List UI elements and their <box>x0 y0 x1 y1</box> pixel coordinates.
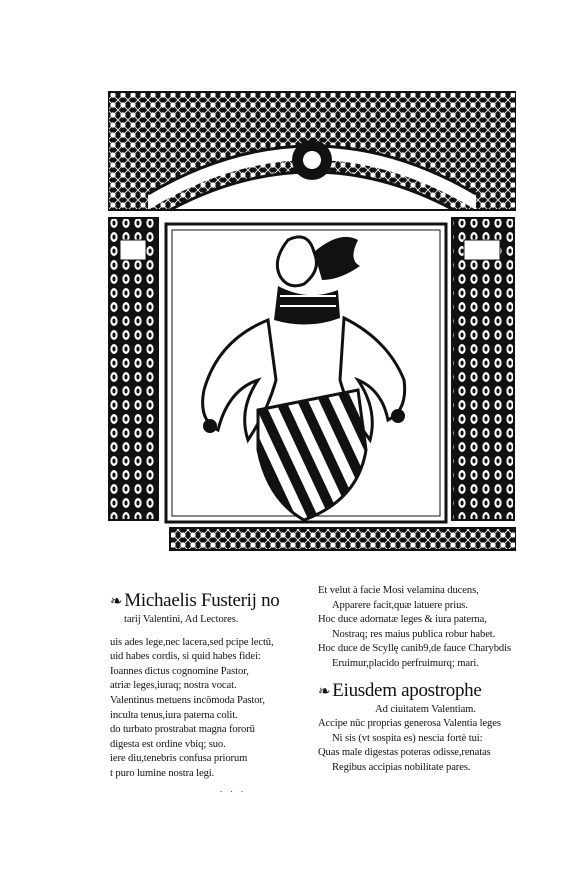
fleuron-icon: ❧ <box>318 683 331 700</box>
footer-dots: . . . <box>220 783 247 794</box>
verse-line: Ni sis (vt sospita es) nescia fortè tui: <box>332 732 483 744</box>
verse-line: uid habes cordis, si quid habes fidei: <box>110 651 261 663</box>
heraldic-woodcut-icon <box>108 90 516 552</box>
right-column <box>318 584 533 776</box>
left-heading: ❧ Michaelis Fusterij no <box>110 590 280 611</box>
left-subheading: tarij Valentini, Ad Lectores. <box>124 614 239 625</box>
verse-line: do turbato prostrabat magna fororū <box>110 724 255 736</box>
right-subheading: Ad ciuitatem Valentiam. <box>375 703 476 715</box>
verse-line: Accipe nūc proprias generosa Valentia leges <box>318 718 501 730</box>
verse-line: Apparere facit,quæ latuere prius. <box>332 599 468 611</box>
verse-line: Valentinus metuens incōmoda Pastor, <box>110 694 265 706</box>
verse-line: Hoc duce de Scyllę canib9,de fauce Charybdis <box>318 643 511 655</box>
verse-line: Nostraq; res maius publica robur habet. <box>332 628 496 640</box>
verse-line: inculta tenus,iura paterna colit. <box>110 709 238 721</box>
verse-line: Regibus accipias nobilitate pares. <box>332 761 471 773</box>
verse-line: iere diu,tenebris confusa priorum <box>110 753 248 765</box>
right-heading: ❧ Eiusdem apostrophe <box>318 679 482 701</box>
verse-line: Quas male digestas poteras odisse,renatas <box>318 747 491 759</box>
verse-line: digesta est ordine vbiq; suo. <box>110 738 226 750</box>
fleuron-icon: ❧ <box>110 594 123 610</box>
verse-line: t puro lumine nostra legi. <box>110 767 215 779</box>
verse-line: uis ades lege,nec lacera,sed pcipe lectū, <box>110 636 274 648</box>
verse-line: Et velut à facie Mosi velamina ducens, <box>318 585 479 596</box>
heraldic-woodcut <box>108 90 516 552</box>
verse-line: Hoc duce adornatæ leges & iura paterna, <box>318 614 487 626</box>
verse-line: Ioannes dictus cognomine Pastor, <box>110 665 249 677</box>
left-column <box>110 590 310 796</box>
verse-line: atriæ leges,iuraq; nostra vocat. <box>110 680 237 692</box>
verse-line: Eruimur,placido perfruimurq; mari. <box>332 657 479 669</box>
